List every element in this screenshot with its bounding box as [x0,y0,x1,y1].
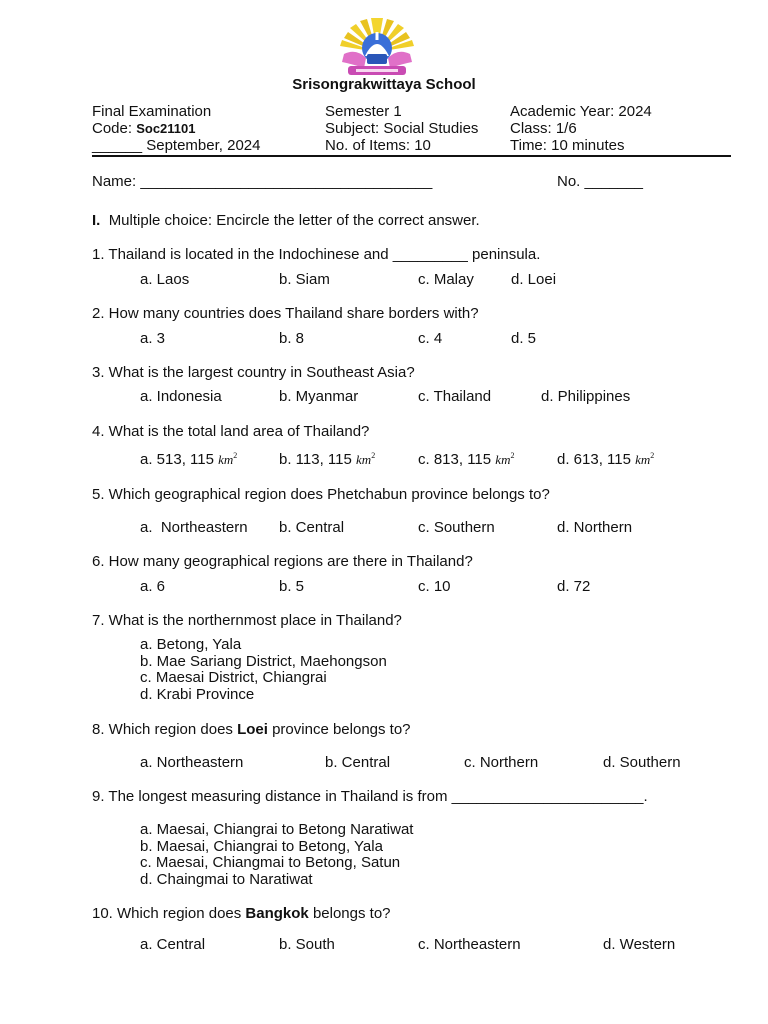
q7-option-d[interactable]: d. Krabi Province [140,685,255,703]
question-2: 2. How many countries does Thailand share borders with? [92,305,479,322]
q6-option-b[interactable]: b. 5 [279,578,305,595]
unit-base: km [356,452,372,467]
q9-option-d[interactable]: d. Chaingmai to Naratiwat [140,870,313,888]
emblem-wing-right [388,52,412,68]
q4-option-d-value: d. 613, 115 [557,451,631,468]
q7-option-b[interactable]: b. Mae Sariang District, Maehongson [140,652,387,670]
subject: Subject: Social Studies [325,120,479,137]
q1-option-c[interactable]: c. Malay [418,271,474,288]
unit-exponent: 2 [233,451,238,460]
unit-km2 [218,452,237,467]
q10-text-bold: Bangkok [245,905,309,922]
question-6: 6. How many geographical regions are there in Thailand? [92,553,473,570]
q7-option-c[interactable]: c. Maesai District, Chiangrai [140,669,327,686]
q8-text-bold: Loei [237,721,268,738]
unit-km2 [495,452,514,467]
q2-option-d[interactable]: d. 5 [511,330,537,347]
q1-option-a[interactable]: a. Laos [140,271,190,288]
q9-option-a[interactable]: a. Maesai, Chiangrai to Betong Naratiwat [140,821,414,838]
q10-option-c[interactable]: c. Northeastern [418,936,521,953]
q4-option-c-value: c. 813, 115 [418,451,492,468]
item-count: No. of Items: 10 [325,137,431,154]
q3-option-d[interactable]: d. Philippines [541,388,631,405]
question-7: 7. What is the northernmost place in Thailand? [92,612,402,629]
name-field[interactable]: Name: ___________________________________ [92,173,433,190]
q3-option-c[interactable]: c. Thailand [418,388,492,405]
q3-option-b[interactable]: b. Myanmar [279,388,359,405]
q10-option-b[interactable]: b. South [279,936,335,953]
header-divider [92,155,731,157]
q1-option-b[interactable]: b. Siam [279,271,330,288]
q7-option-a[interactable]: a. Betong, Yala [140,636,242,653]
q2-option-c[interactable]: c. 4 [418,330,443,347]
unit-base: km [495,452,511,467]
q4-option-a-value: a. 513, 115 [140,451,214,468]
q8-option-a[interactable]: a. Northeastern [140,754,244,771]
q4-option-a[interactable] [140,451,237,468]
q2-option-a[interactable]: a. 3 [140,330,166,347]
q3-option-a[interactable]: a. Indonesia [140,388,222,405]
q8-text-pre: 8. Which region does [92,721,238,738]
q10-option-a[interactable]: a. Central [140,936,206,953]
question-1: 1. Thailand is located in the Indochinese and _________ peninsula. [92,246,541,263]
code-value: Soc21101 [136,121,196,136]
q8-option-b[interactable]: b. Central [325,754,391,771]
emblem-letters [367,54,387,64]
emblem-ribbon-text [356,69,398,72]
code-label: Code: [92,120,137,137]
unit-km2 [356,452,375,467]
number-field[interactable]: No. _______ [557,173,643,190]
q6-option-c[interactable]: c. 10 [418,578,451,595]
question-5: 5. Which geographical region does Phetchabun province belongs to? [92,486,550,503]
q6-option-d[interactable]: d. 72 [557,578,591,595]
q8-option-c[interactable]: c. Northern [464,754,539,771]
q8-text-post: province belongs to? [267,721,411,738]
q10-text-post: belongs to? [308,905,391,922]
q5-option-c[interactable]: c. Southern [418,519,495,536]
q4-option-d[interactable] [557,451,654,468]
question-4: 4. What is the total land area of Thailand? [92,423,370,440]
instruction [92,212,480,229]
unit-km2 [635,452,654,467]
emblem-wing-left [342,52,366,68]
q8-option-d[interactable]: d. Southern [603,754,681,771]
question-9: 9. The longest measuring distance in Thailand is from _______________________. [92,788,648,805]
q10-text-pre: 10. Which region does [92,905,246,922]
question-3: 3. What is the largest country in Southeast Asia? [92,364,415,381]
question-8 [92,721,411,738]
q4-option-b-value: b. 113, 115 [279,451,352,468]
q9-options [140,822,413,888]
q9-option-b[interactable]: b. Maesai, Chiangrai to Betong, Yala [140,837,383,855]
school-logo [334,18,420,80]
academic-year: Academic Year: 2024 [510,103,652,120]
unit-exponent: 2 [510,451,515,460]
q7-options [140,637,387,703]
school-name: Srisongrakwittaya School [292,76,476,93]
emblem-spire [376,32,379,40]
q5-option-d[interactable]: d. Northern [557,519,633,536]
q5-option-b[interactable]: b. Central [279,519,345,536]
q10-option-d[interactable]: d. Western [603,936,676,953]
exam-date: ______ September, 2024 [92,137,261,154]
instruction-text: Multiple choice: Encircle the letter of the correct answer. [108,212,480,229]
unit-exponent: 2 [371,451,376,460]
unit-base: km [635,452,651,467]
unit-base: km [218,452,234,467]
unit-exponent: 2 [650,451,655,460]
section-numeral: I. [92,212,101,229]
q1-option-d[interactable]: d. Loei [511,271,557,288]
q4-option-b[interactable] [279,451,375,468]
question-10 [92,905,391,922]
exam-title: Final Examination [92,103,212,120]
q2-option-b[interactable]: b. 8 [279,330,305,347]
subject-code [92,120,195,137]
q9-option-c[interactable]: c. Maesai, Chiangmai to Betong, Satun [140,854,401,871]
q4-option-c[interactable] [418,451,514,468]
q6-option-a[interactable]: a. 6 [140,578,166,595]
class-section: Class: 1/6 [510,120,577,137]
semester: Semester 1 [325,103,402,120]
q5-option-a[interactable]: a. Northeastern [140,519,248,536]
time-limit: Time: 10 minutes [510,137,625,154]
